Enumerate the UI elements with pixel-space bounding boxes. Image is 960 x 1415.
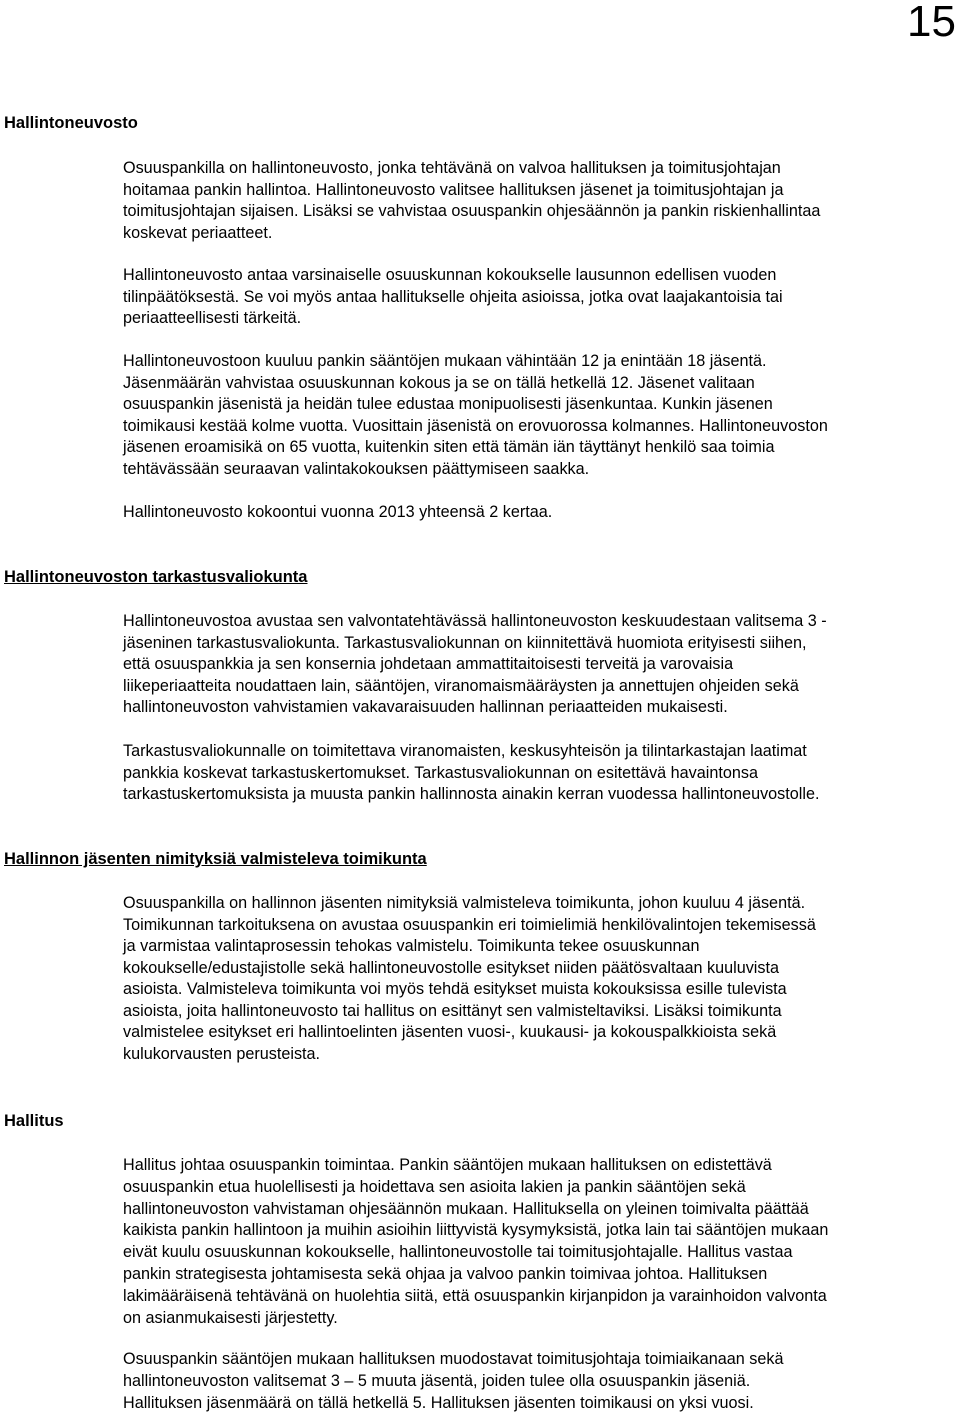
section-heading-nimitystoimikunta: Hallinnon jäsenten nimityksiä valmisteleva toimikunta — [4, 850, 427, 868]
paragraph-tarkastusvaliokunta-2: Tarkastusvaliokunnalle on toimitettava viranomaisten, keskusyhteisön ja tilintarkastajan laatimat pankkia koskevat tarkastuskertomukset. Tarkastusvaliokunnan on esitettävä havaintonsa tarkastuskertomuksista ja muusta pankin hallinnosta ainakin kerran vuodessa hallintoneuvostolle. — [123, 742, 820, 803]
paragraph-hallintoneuvosto-4: Hallintoneuvosto kokoontui vuonna 2013 yhteensä 2 kertaa. — [123, 503, 553, 521]
section-heading-hallitus: Hallitus — [4, 1112, 64, 1130]
section-heading-hallintoneuvosto: Hallintoneuvosto — [4, 114, 138, 132]
paragraph-hallitus-1: Hallitus johtaa osuuspankin toimintaa. Pankin sääntöjen mukaan hallituksen on edistettävä osuuspankin etua huolellisesti ja hoidettava sen asioita lakien ja pankin sääntöjen sekä hallintoneuvoston vahvistaman ohjesäännön mukaan. Hallituksella on yleinen toimivalta päättää kaikista pankin hallintoon ja muihin asioihin liittyvistä kysymyksistä, jotka lain tai sääntöjen mukaan eivät kuulu osuuskunnan kokoukselle, hallintoneuvostolle tai toimitusjohtajalle. Hallitus vastaa pankin strategisesta johtamisesta sekä ohjaa ja valvoo pankin toimivaa johtoa. Hallituksen lakimääräisenä tehtävänä on huolehtia siitä, että osuuspankin kirjanpidon ja varainhoidon valvonta on asianmukaisesti järjestetty. — [123, 1156, 829, 1327]
paragraph-tarkastusvaliokunta-1: Hallintoneuvostoa avustaa sen valvontatehtävässä hallintoneuvoston keskuudestaan valitsema 3 - jäseninen tarkastusvaliokunta. Tarkastusvaliokunnan on kiinnitettävä huomiota erityisesti siihen, että osuuspankkia ja sen konsernia johdetaan ammattitaitoisesti terveitä ja varovaisia liikeperiaatteita noudattaen lain, sääntöjen, viranomaismääräysten ja annettujen ohjeiden sekä hallintoneuvoston vahvistamien vakavaraisuuden hallinnan periaatteiden mukaisesti. — [123, 612, 827, 716]
paragraph-hallintoneuvosto-3: Hallintoneuvostoon kuuluu pankin sääntöjen mukaan vähintään 12 ja enintään 18 jäsentä. Jäsenmäärän vahvistaa osuuskunnan kokous ja se on tällä hetkellä 12. Jäsenet valitaan osuuspankin jäsenistä ja heidän tulee edustaa monipuolisesti jäsenkuntaa. Kunkin jäsenen toimikausi kestää kolme vuotta. Vuosittain jäsenistä on erovuorossa kolmannes. Hallintoneuvoston jäsenen eroamisikä on 65 vuotta, kuitenkin siten että tämän iän täyttänyt henkilö saa toimia tehtävässään seuraavan valintakokouksen päättymiseen saakka. — [123, 352, 828, 478]
section-heading-tarkastusvaliokunta: Hallintoneuvoston tarkastusvaliokunta — [4, 568, 308, 586]
page-number: 15 — [907, 0, 956, 46]
paragraph-hallintoneuvosto-2: Hallintoneuvosto antaa varsinaiselle osuuskunnan kokoukselle lausunnon edellisen vuoden tilinpäätöksestä. Se voi myös antaa hallitukselle ohjeita asioissa, jotka ovat laajakantoisia tai periaatteellisesti tärkeitä. — [123, 266, 783, 327]
paragraph-hallitus-2: Osuuspankin sääntöjen mukaan hallituksen muodostavat toimitusjohtaja toimiaikanaan sekä hallintoneuvoston valitsemat 3 – 5 muuta jäsentä, joiden tulee olla osuuspankin jäseniä. Hallituksen jäsenmäärä on tällä hetkellä 5. Hallituksen jäsenten toimikausi on yksi vuosi. — [123, 1350, 784, 1412]
paragraph-hallintoneuvosto-1: Osuuspankilla on hallintoneuvosto, jonka tehtävänä on valvoa hallituksen ja toimitusjohtajan hoitamaa pankin hallintoa. Hallintoneuvosto valitsee hallituksen jäsenet ja toimitusjohtajan ja toimitusjohtajan sijaisen. Lisäksi se vahvistaa osuuspankin ohjesäännön ja pankin riskienhallintaa koskevat periaatteet. — [123, 159, 821, 242]
paragraph-nimitystoimikunta-1: Osuuspankilla on hallinnon jäsenten nimityksiä valmisteleva toimikunta, johon kuuluu 4 jäsentä. Toimikunnan tarkoituksena on avustaa osuuspankin eri toimielimiä henkilövalintojen tekemisessä ja varmistaa valintaprosessin tehokas valmistelu. Toimikunta tekee osuuskunnan kokoukselle/edustajistolle sekä hallintoneuvostolle esitykset niiden päätösvaltaan kuuluvista asioista. Valmisteleva toimikunta voi myös tehdä esitykset muista kokouksissa esille tulevista asioista, joita hallintoneuvosto tai hallitus on esittänyt sen valmisteltaviksi. Lisäksi toimikunta valmistelee esitykset eri hallintoelinten jäsenten vuosi-, kuukausi- ja kokouspalkkioista sekä kulukorvausten perusteista. — [123, 894, 816, 1063]
